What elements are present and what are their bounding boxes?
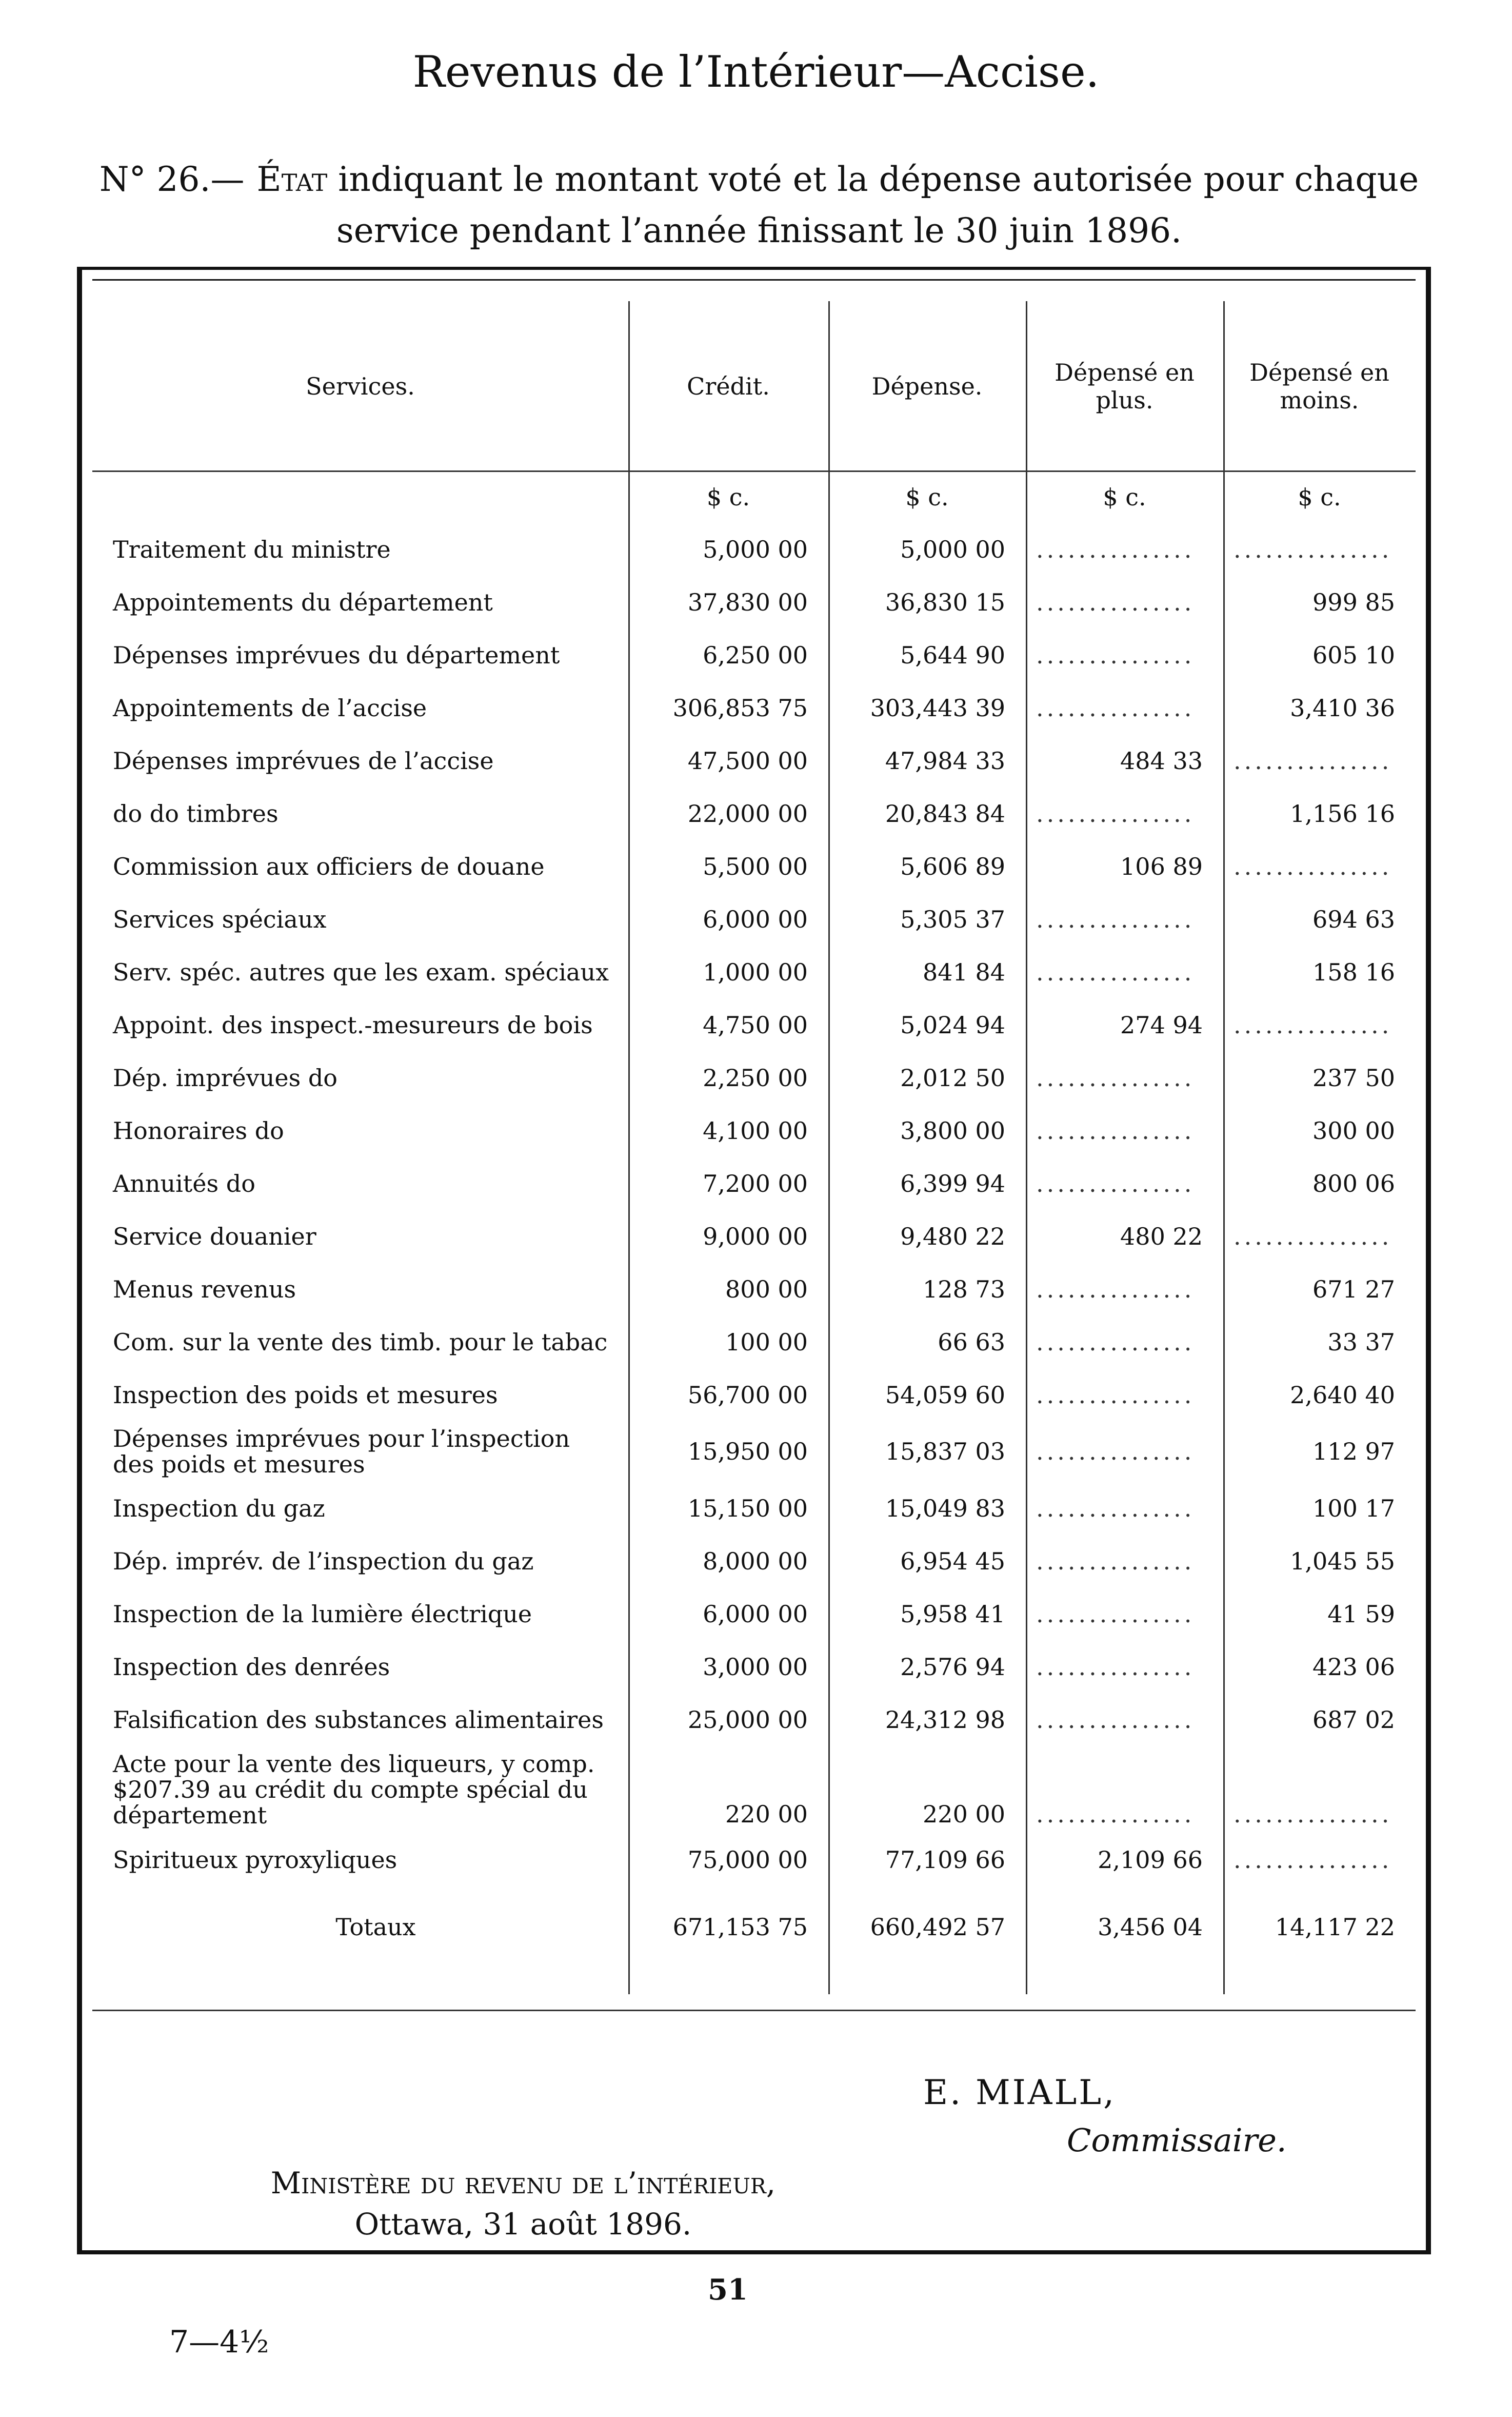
depense-value: 220 00	[923, 1800, 1005, 1828]
moins-value: 2,640 40	[1290, 1381, 1395, 1409]
table-row	[92, 576, 1416, 628]
moins-value: 605 10	[1312, 641, 1395, 669]
table-frame	[77, 267, 1431, 2254]
table-row	[92, 1157, 1416, 1210]
service-name-text: Dépenses imprévues pour l’inspection des poids et mesures	[113, 1425, 570, 1478]
depense-value: 5,024 94	[900, 1011, 1005, 1039]
credit-value: 1,000 00	[703, 958, 808, 986]
depense-value: 5,606 89	[900, 852, 1005, 880]
moins-value: 158 16	[1312, 958, 1395, 986]
depense-value: 5,644 90	[900, 641, 1005, 669]
credit-value: 15,150 00	[687, 1494, 808, 1522]
ministry-name: Ministère du revenu de l’intérieur,	[270, 2166, 776, 2200]
column-header-depense-moins: Dépensé en moins.	[1249, 359, 1389, 414]
service-name: Dép. imprév. de l’inspection du gaz	[113, 1547, 534, 1575]
credit-value: 220 00	[725, 1800, 808, 1828]
table-row	[92, 1693, 1416, 1746]
moins-value: 1,045 55	[1290, 1547, 1395, 1575]
footer-rule	[92, 2010, 1416, 2011]
table-row	[92, 523, 1416, 576]
empty-dots: ...............	[1036, 905, 1195, 933]
empty-dots: ...............	[1036, 1275, 1195, 1303]
credit-value: 56,700 00	[687, 1381, 808, 1409]
depense-value: 6,399 94	[900, 1169, 1005, 1197]
plus-value: 106 89	[1120, 852, 1203, 880]
credit-value: 8,000 00	[703, 1547, 808, 1575]
credit-value: 7,200 00	[703, 1169, 808, 1197]
moins-value: 100 17	[1312, 1494, 1395, 1522]
moins-value: 999 85	[1312, 588, 1395, 616]
empty-dots: ...............	[1234, 852, 1392, 880]
moins-value: 423 06	[1312, 1653, 1395, 1681]
signatory-name: E. MIALL,	[923, 2073, 1117, 2112]
unit-label: $ c.	[905, 483, 949, 511]
service-name: Falsification des substances alimentaires	[113, 1705, 604, 1734]
statement-label: État	[256, 160, 328, 199]
empty-dots: ...............	[1036, 1438, 1195, 1465]
depense-value: 15,837 03	[885, 1438, 1005, 1465]
empty-dots: ...............	[1036, 1169, 1195, 1197]
totals-label: Totaux	[335, 1913, 416, 1941]
table-row	[92, 1587, 1416, 1640]
credit-value: 6,250 00	[703, 641, 808, 669]
empty-dots: ...............	[1036, 1328, 1195, 1356]
unit-label: $ c.	[1103, 483, 1146, 511]
empty-dots: ...............	[1036, 1600, 1195, 1628]
credit-value: 4,100 00	[703, 1116, 808, 1145]
statement-number: N° 26.—	[99, 160, 245, 199]
total-credit: 671,153 75	[672, 1913, 808, 1941]
empty-dots: ...............	[1234, 1845, 1392, 1874]
empty-dots: ...............	[1036, 641, 1195, 669]
service-name: Serv. spéc. autres que les exam. spéciaux	[113, 958, 609, 986]
unit-label: $ c.	[706, 483, 750, 511]
unit-label: $ c.	[1298, 483, 1341, 511]
empty-dots: ...............	[1234, 1011, 1392, 1039]
empty-dots: ...............	[1036, 1064, 1195, 1092]
empty-dots: ...............	[1036, 1116, 1195, 1145]
table-inner-frame	[92, 279, 1416, 2242]
moins-value: 800 06	[1312, 1169, 1395, 1197]
table-row	[92, 1315, 1416, 1368]
credit-value: 6,000 00	[703, 905, 808, 933]
column-header-credit: Crédit.	[687, 372, 770, 400]
depense-value: 3,800 00	[900, 1116, 1005, 1145]
place-date: Ottawa, 31 août 1896.	[354, 2207, 692, 2242]
empty-dots: ...............	[1036, 1800, 1195, 1828]
page-title: Revenus de l’Intérieur—Accise.	[412, 47, 1100, 97]
total-plus: 3,456 04	[1098, 1913, 1203, 1941]
ministry-block	[164, 2163, 882, 2245]
table-row	[92, 734, 1416, 787]
depense-value: 128 73	[923, 1275, 1005, 1303]
credit-value: 75,000 00	[687, 1845, 808, 1874]
table-row	[92, 1746, 1416, 1833]
depense-value: 5,000 00	[900, 535, 1005, 563]
depense-value: 47,984 33	[885, 746, 1005, 775]
empty-dots: ...............	[1036, 1381, 1195, 1409]
table-row	[92, 946, 1416, 998]
service-name: Inspection des poids et mesures	[113, 1381, 498, 1409]
moins-value: 300 00	[1312, 1116, 1395, 1145]
empty-dots: ...............	[1234, 746, 1392, 775]
total-moins: 14,117 22	[1275, 1913, 1395, 1941]
empty-dots: ...............	[1036, 1705, 1195, 1734]
service-name: Dépenses imprévues du département	[113, 641, 560, 669]
empty-dots: ...............	[1036, 1494, 1195, 1522]
credit-value: 9,000 00	[703, 1222, 808, 1250]
service-name: Inspection des denrées	[113, 1653, 390, 1681]
column-header-services: Services.	[306, 372, 415, 400]
table-row	[92, 1368, 1416, 1421]
empty-dots: ...............	[1234, 1800, 1392, 1828]
service-name: Inspection du gaz	[113, 1494, 325, 1522]
table-row	[92, 681, 1416, 734]
depense-value: 54,059 60	[885, 1381, 1005, 1409]
moins-value: 33 37	[1327, 1328, 1395, 1356]
table-row	[92, 893, 1416, 946]
table-row	[92, 1640, 1416, 1693]
credit-value: 37,830 00	[687, 588, 808, 616]
empty-dots: ...............	[1036, 588, 1195, 616]
moins-value: 112 97	[1312, 1438, 1395, 1465]
credit-value: 6,000 00	[703, 1600, 808, 1628]
service-name: Services spéciaux	[113, 905, 327, 933]
table-row	[92, 998, 1416, 1051]
service-name: Commission aux officiers de douane	[113, 852, 545, 880]
plus-value: 274 94	[1120, 1011, 1203, 1039]
credit-value: 15,950 00	[687, 1438, 808, 1465]
service-name: Annuités do	[113, 1169, 255, 1197]
empty-dots: ...............	[1036, 958, 1195, 986]
table-header-row	[92, 301, 1416, 471]
empty-dots: ...............	[1036, 694, 1195, 722]
plus-value: 484 33	[1120, 746, 1203, 775]
service-name: Inspection de la lumière électrique	[113, 1600, 532, 1628]
service-name: Appoint. des inspect.-mesureurs de bois	[113, 1011, 593, 1039]
credit-value: 800 00	[725, 1275, 808, 1303]
service-name: Dép. imprévues do	[113, 1064, 337, 1092]
column-header-depense-plus: Dépensé en plus.	[1055, 359, 1195, 414]
table-row	[92, 840, 1416, 893]
service-name: Dépenses imprévues de l’accise	[113, 746, 494, 775]
moins-value: 41 59	[1327, 1600, 1395, 1628]
empty-dots: ...............	[1036, 799, 1195, 828]
empty-dots: ...............	[1234, 535, 1392, 563]
credit-value: 47,500 00	[687, 746, 808, 775]
depense-value: 303,443 39	[870, 694, 1005, 722]
service-name: Appointements du département	[113, 588, 493, 616]
expense-table	[92, 301, 1416, 1968]
table-row	[92, 628, 1416, 681]
empty-dots: ...............	[1234, 1222, 1392, 1250]
depense-value: 24,312 98	[885, 1705, 1005, 1734]
table-row	[92, 1482, 1416, 1535]
service-name: Menus revenus	[113, 1275, 296, 1303]
signatory-role: Commissaire.	[1067, 2121, 1287, 2159]
depense-value: 9,480 22	[900, 1222, 1005, 1250]
credit-value: 5,500 00	[703, 852, 808, 880]
depense-value: 6,954 45	[900, 1547, 1005, 1575]
service-name-text: Acte pour la vente des liqueurs, y comp. $207.39 au crédit du compte spécial du département	[113, 1750, 595, 1829]
depense-value: 77,109 66	[885, 1845, 1005, 1874]
depense-value: 2,576 94	[900, 1653, 1005, 1681]
service-name: Traitement du ministre	[113, 535, 391, 563]
moins-value: 671 27	[1312, 1275, 1395, 1303]
depense-value: 2,012 50	[900, 1064, 1005, 1092]
depense-value: 5,958 41	[900, 1600, 1005, 1628]
table-row	[92, 1210, 1416, 1263]
credit-value: 4,750 00	[703, 1011, 808, 1039]
table-caption	[82, 154, 1436, 257]
depense-value: 36,830 15	[885, 588, 1005, 616]
table-row	[92, 1833, 1416, 1886]
table-row	[92, 1263, 1416, 1315]
caption-line-2: service pendant l’année finissant le 30 juin 1896.	[336, 211, 1182, 250]
moins-value: 237 50	[1312, 1064, 1395, 1092]
service-name: Com. sur la vente des timb. pour le tabac	[113, 1328, 608, 1356]
moins-value: 694 63	[1312, 905, 1395, 933]
table-row	[92, 1051, 1416, 1104]
credit-value: 100 00	[725, 1328, 808, 1356]
service-name: do do timbres	[113, 799, 278, 828]
empty-dots: ...............	[1036, 1653, 1195, 1681]
table-row	[92, 1104, 1416, 1157]
caption-line-1: indiquant le montant voté et la dépense autorisée pour chaque	[327, 160, 1419, 199]
depense-value: 841 84	[923, 958, 1005, 986]
empty-dots: ...............	[1036, 535, 1195, 563]
depense-value: 66 63	[938, 1328, 1005, 1356]
credit-value: 2,250 00	[703, 1064, 808, 1092]
units-row	[92, 471, 1416, 523]
table-row	[92, 1421, 1416, 1482]
service-name: Appointements de l’accise	[113, 694, 427, 722]
totals-row	[92, 1886, 1416, 1968]
depense-value: 5,305 37	[900, 905, 1005, 933]
moins-value: 687 02	[1312, 1705, 1395, 1734]
plus-value: 2,109 66	[1098, 1845, 1203, 1874]
total-depense: 660,492 57	[870, 1913, 1005, 1941]
service-name: Service douanier	[113, 1222, 316, 1250]
depense-value: 20,843 84	[885, 799, 1005, 828]
service-name	[92, 1421, 628, 1482]
credit-value: 3,000 00	[703, 1653, 808, 1681]
plus-value: 480 22	[1120, 1222, 1203, 1250]
page-number: 51	[708, 2273, 748, 2307]
printer-signature-mark: 7—4½	[169, 2324, 269, 2360]
credit-value: 5,000 00	[703, 535, 808, 563]
column-header-depense: Dépense.	[871, 372, 983, 400]
service-name	[92, 1746, 628, 1833]
credit-value: 22,000 00	[687, 799, 808, 828]
table-row	[92, 787, 1416, 840]
service-name: Honoraires do	[113, 1116, 284, 1145]
credit-value: 25,000 00	[687, 1705, 808, 1734]
empty-dots: ...............	[1036, 1547, 1195, 1575]
service-name: Spiritueux pyroxyliques	[113, 1845, 397, 1874]
moins-value: 3,410 36	[1290, 694, 1395, 722]
table-row	[92, 1535, 1416, 1587]
depense-value: 15,049 83	[885, 1494, 1005, 1522]
credit-value: 306,853 75	[672, 694, 808, 722]
moins-value: 1,156 16	[1290, 799, 1395, 828]
